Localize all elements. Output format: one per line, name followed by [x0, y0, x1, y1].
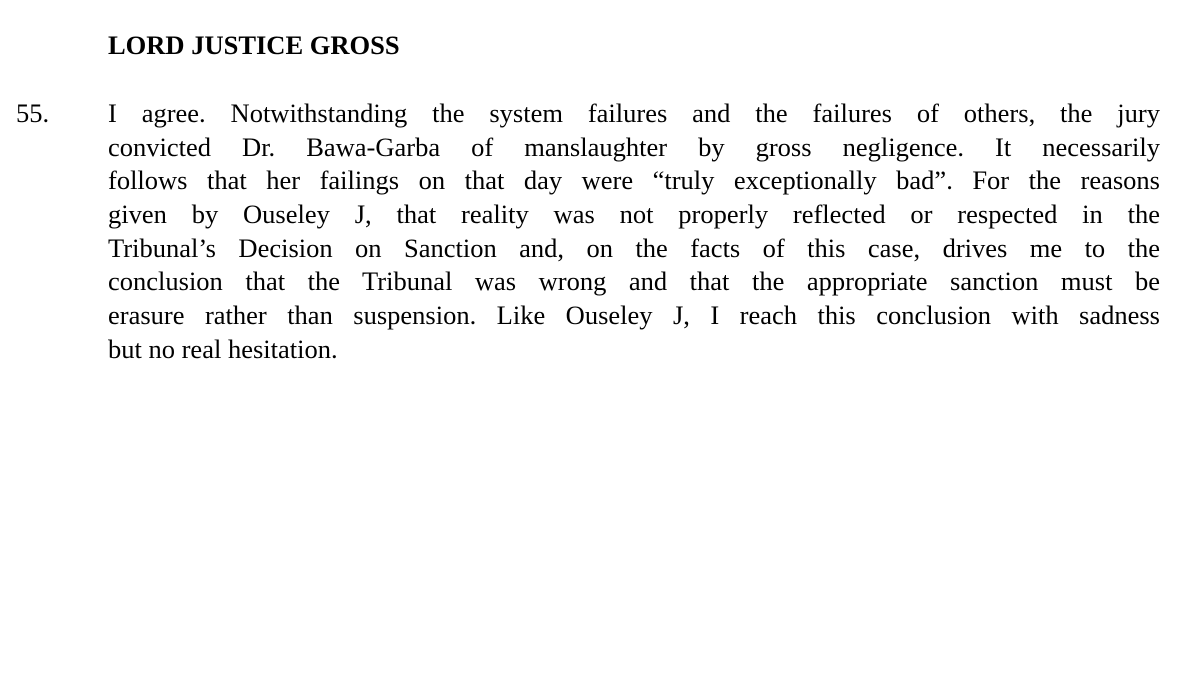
paragraph-line: given by Ouseley J, that reality was not properly reflected or respected in the: [108, 199, 1160, 230]
paragraph-number: 55.: [16, 98, 50, 128]
paragraph-line: but no real hesitation.: [108, 333, 338, 364]
paragraph-line: conclusion that the Tribunal was wrong and that the appropriate sanction must be: [108, 266, 1160, 297]
paragraph-line: follows that her failings on that day were “truly exceptionally bad”. For the reasons: [108, 165, 1160, 196]
paragraph-line: convicted Dr. Bawa-Garba of manslaughter by gross negligence. It necessarily: [108, 131, 1160, 162]
section-heading: LORD JUSTICE GROSS: [108, 30, 400, 60]
paragraph-body: [108, 97, 1160, 367]
paragraph-line: I agree. Notwithstanding the system failures and the failures of others, the jury: [108, 98, 1160, 128]
paragraph-line: Tribunal’s Decision on Sanction and, on the facts of this case, drives me to the: [108, 232, 1160, 263]
paragraph-line: erasure rather than suspension. Like Ouseley J, I reach this conclusion with sadness: [108, 300, 1160, 331]
